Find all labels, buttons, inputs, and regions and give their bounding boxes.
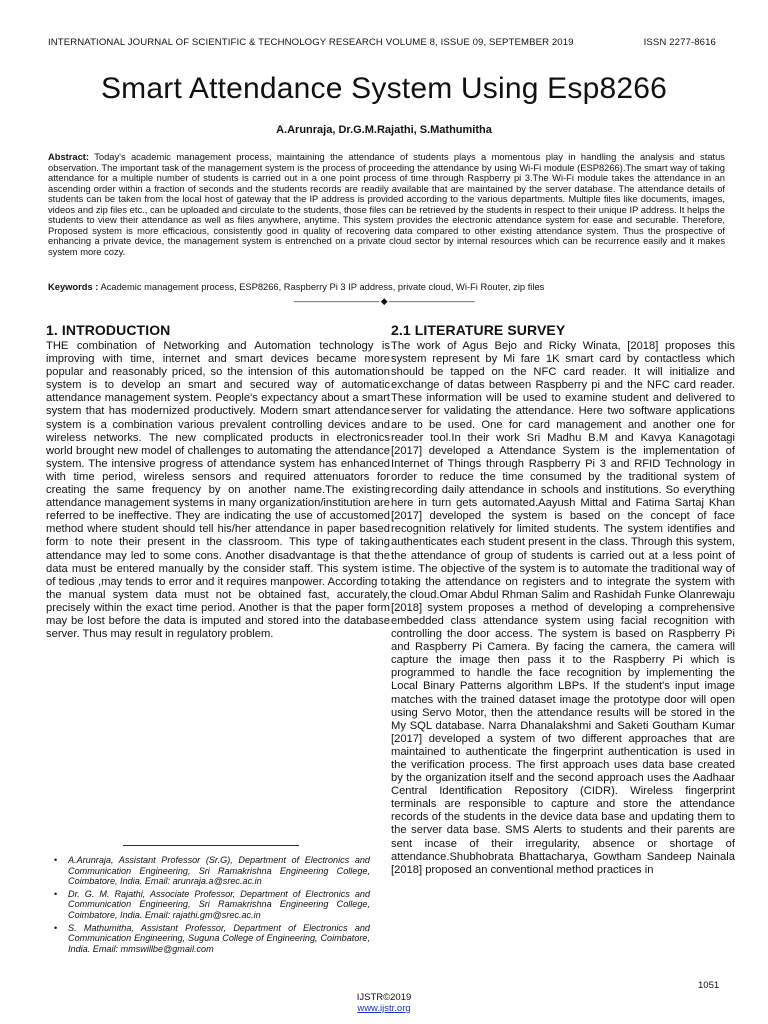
literature-survey-heading: 2.1 LITERATURE SURVEY xyxy=(391,322,566,338)
footnote-text: Dr. G. M. Rajathi, Associate Professor, Department of Electronics and Communication Engineering, Sri Ramakrishna Engineering College, Coimbatore, India. Email: rajathi.gm@srec.ac.in xyxy=(68,888,370,920)
left-column xyxy=(46,322,390,641)
literature-survey-text: The work of Agus Bejo and Ricky Winata, [2018] proposes this system represent by Mi fare 1K smart card by contactless which should be tapped on the NFC card reader. It will initialize and exchange of datas between Raspberry pi and the NFC card reader. These information will be used to examine student and delivered to server for validating the attendance. Here two software applications are to be used. One for card management and another one for reader tool.In their work Sri Madhu B.M and Kavya Kanagotagi [2017] developed a Attendance System is the implementation of Internet of Things through Raspberry Pi 3 and RFID Technology in order to reduce the time consumed by the traditional system of recording daily attendance in schools and institutions. So everything here in turn gets automated.Aayush Mittal and Fatima Sartaj Khan [2017] developed the system is based on the concept of face recognition relatively for limited students. The system identifies and authenticates each student present in the class. Through this system, the attendance of group of students is carried out at a less point of time. The objective of the system is to automate the traditional way of taking the attendance on registers and to integrate the system with the cloud.Omar Abdul Rhman Salim and Rashidah Funke Olanrewaju [2018] system proposes a method of developing a comprehensive embedded class attendance system using facial recognition with controlling the door access. The system is based on Raspberry Pi and Raspberry Pi Camera. By facing the camera, the camera will capture the image then pass it to the Raspberry Pi which is programmed to handle the face recognition by implementing the Local Binary Patterns algorithm LBPs. If the student's input image matches with the trained dataset image the prototype door will open using Servo Motor, then the attendance results will be stored in the My SQL database. Narra Dhanalakshmi and Saketi Goutham Kumar [2017] developed a system of two different approaches that are maintained to authenticate the fingerprint authentication is used in the verification process. The first approach uses data base created by the organization itself and the second approach uses the Aadhaar Central Identification Repository (CIDR). Wireless fingerprint terminals are responsible to capture and store the attendance records of the students in the device data base and updating them to the server data base. SMS Alerts to students and their parents are sent incase of their irregularity, absence or shortage of attendance.Shubhobrata Bhattacharya, Gowtham Sandeep Nainala [2018] proposed an conventional method practices in xyxy=(391,340,735,876)
bullet-icon: • xyxy=(54,855,58,865)
abstract-text: Today's academic management process, maintaining the attendance of students plays a momentous play in handling the analysis and status observation. The important task of the management system is the process of proceeding the attendance by using Wi-Fi module (ESP8266).The smart way of taking attendance for a multiple number of students is carried out in a one point process of time through Raspberry pi 3.The Wi-Fi module takes the attendance in an ascending order within a fraction of seconds and the students records are readily available that are maintained by the server database. The attendance details of students can be taken from the local host of gateway that the IP address is provided according to the various departments. Multiple files like documents, images, videos and zip files etc., can be uploaded and circulate to the students, those files can be retrieved by the students in respect to their unique IP address. It helps the students to view their attendance as well as files anywhere, anytime. This system provides the electronic attendance system for ease and securable. Therefore, Proposed system is more efficacious, consistently good in quality of recovering data compared to other existing attendance system. Thus the prospective of enhancing a private device, the management system is entrenched on a private cloud sector by internal resources which can be recurrence easily and it makes system more cozy. xyxy=(48,152,725,257)
abstract-label: Abstract: xyxy=(48,152,90,162)
page-number: 1051 xyxy=(698,980,720,991)
journal-header: INTERNATIONAL JOURNAL OF SCIENTIFIC & TECHNOLOGY RESEARCH VOLUME 8, ISSUE 09, SEPTEMBER 2019 xyxy=(48,37,574,48)
journal-website-link[interactable]: www.ijstr.org xyxy=(357,1003,411,1014)
bullet-icon: • xyxy=(54,922,58,933)
footnote-text: A.Arunraja, Assistant Professor (Sr.G), Department of Electronics and Communication Engineering, Sri Ramakrishna Engineering College, Coimbatore, India. Email: arunraja.a@srec.ac.in xyxy=(68,855,370,887)
keywords xyxy=(48,282,725,293)
running-header xyxy=(48,37,716,48)
footnote-item xyxy=(52,855,370,887)
footnote-item xyxy=(52,889,370,921)
author-footnotes xyxy=(52,855,370,956)
author-list: A.Arunraja, Dr.G.M.Rajathi, S.Mathumitha xyxy=(276,124,492,136)
keywords-text: Academic management process, ESP8266, Raspberry Pi 3 IP address, private cloud, Wi-Fi Router, zip files xyxy=(100,282,545,292)
issn-header: ISSN 2277-8616 xyxy=(643,37,716,48)
introduction-text: THE combination of Networking and Automation technology is improving with time, internet and smart devices became more popular and reasonably priced, so the intension of this automation system is to develop an smart and secured way of automatic attendance management system. People's expectancy about a smart system that has modernized productively. Modern smart attendance system is a combination various prevalent controlling devices and wireless networks. The new complicated products in electronics world brought new model of challenges to automating the attendance system. The intensive progress of attendance system has enhanced with time period, wireless sensors and required attenuators for creating the same frequency by on another name.The existing attendance management systems in many organization/institution are referred to be ineffective. They are indicating the use of accustomed method where student should tell his/her attendance in paper based form to note their present in the classroom. This type of taking attendance may led to some cons. Another disadvantage is that the data must be entered manually by the consider staff. This system is of tedious ,may tends to error and it requires manpower. According to the manual system data must not be obtained fast, accurately, precisely within the exact time period. Another is that the paper form may be lost before the data is imputed and stored into the database server. Thus may result in regulatory problem. xyxy=(46,340,390,641)
footnote-item xyxy=(52,923,370,955)
paper-title: Smart Attendance System Using Esp8266 xyxy=(100,72,668,105)
section-separator: —————————— ◆ —————————— xyxy=(293,296,475,306)
footnote-divider xyxy=(123,845,299,846)
introduction-heading: 1. INTRODUCTION xyxy=(46,322,171,338)
footnote-text: S. Mathumitha, Assistant Professor, Department of Electronics and Communication Engineering, Suguna College of Engineering, Coimbatore, India. Email: mmswillbe@gmail.com xyxy=(68,922,370,954)
right-column xyxy=(391,322,735,877)
keywords-label: Keywords : xyxy=(48,282,99,292)
copyright-notice: IJSTR©2019 xyxy=(356,992,412,1003)
abstract xyxy=(48,152,725,257)
bullet-icon: • xyxy=(54,888,58,899)
